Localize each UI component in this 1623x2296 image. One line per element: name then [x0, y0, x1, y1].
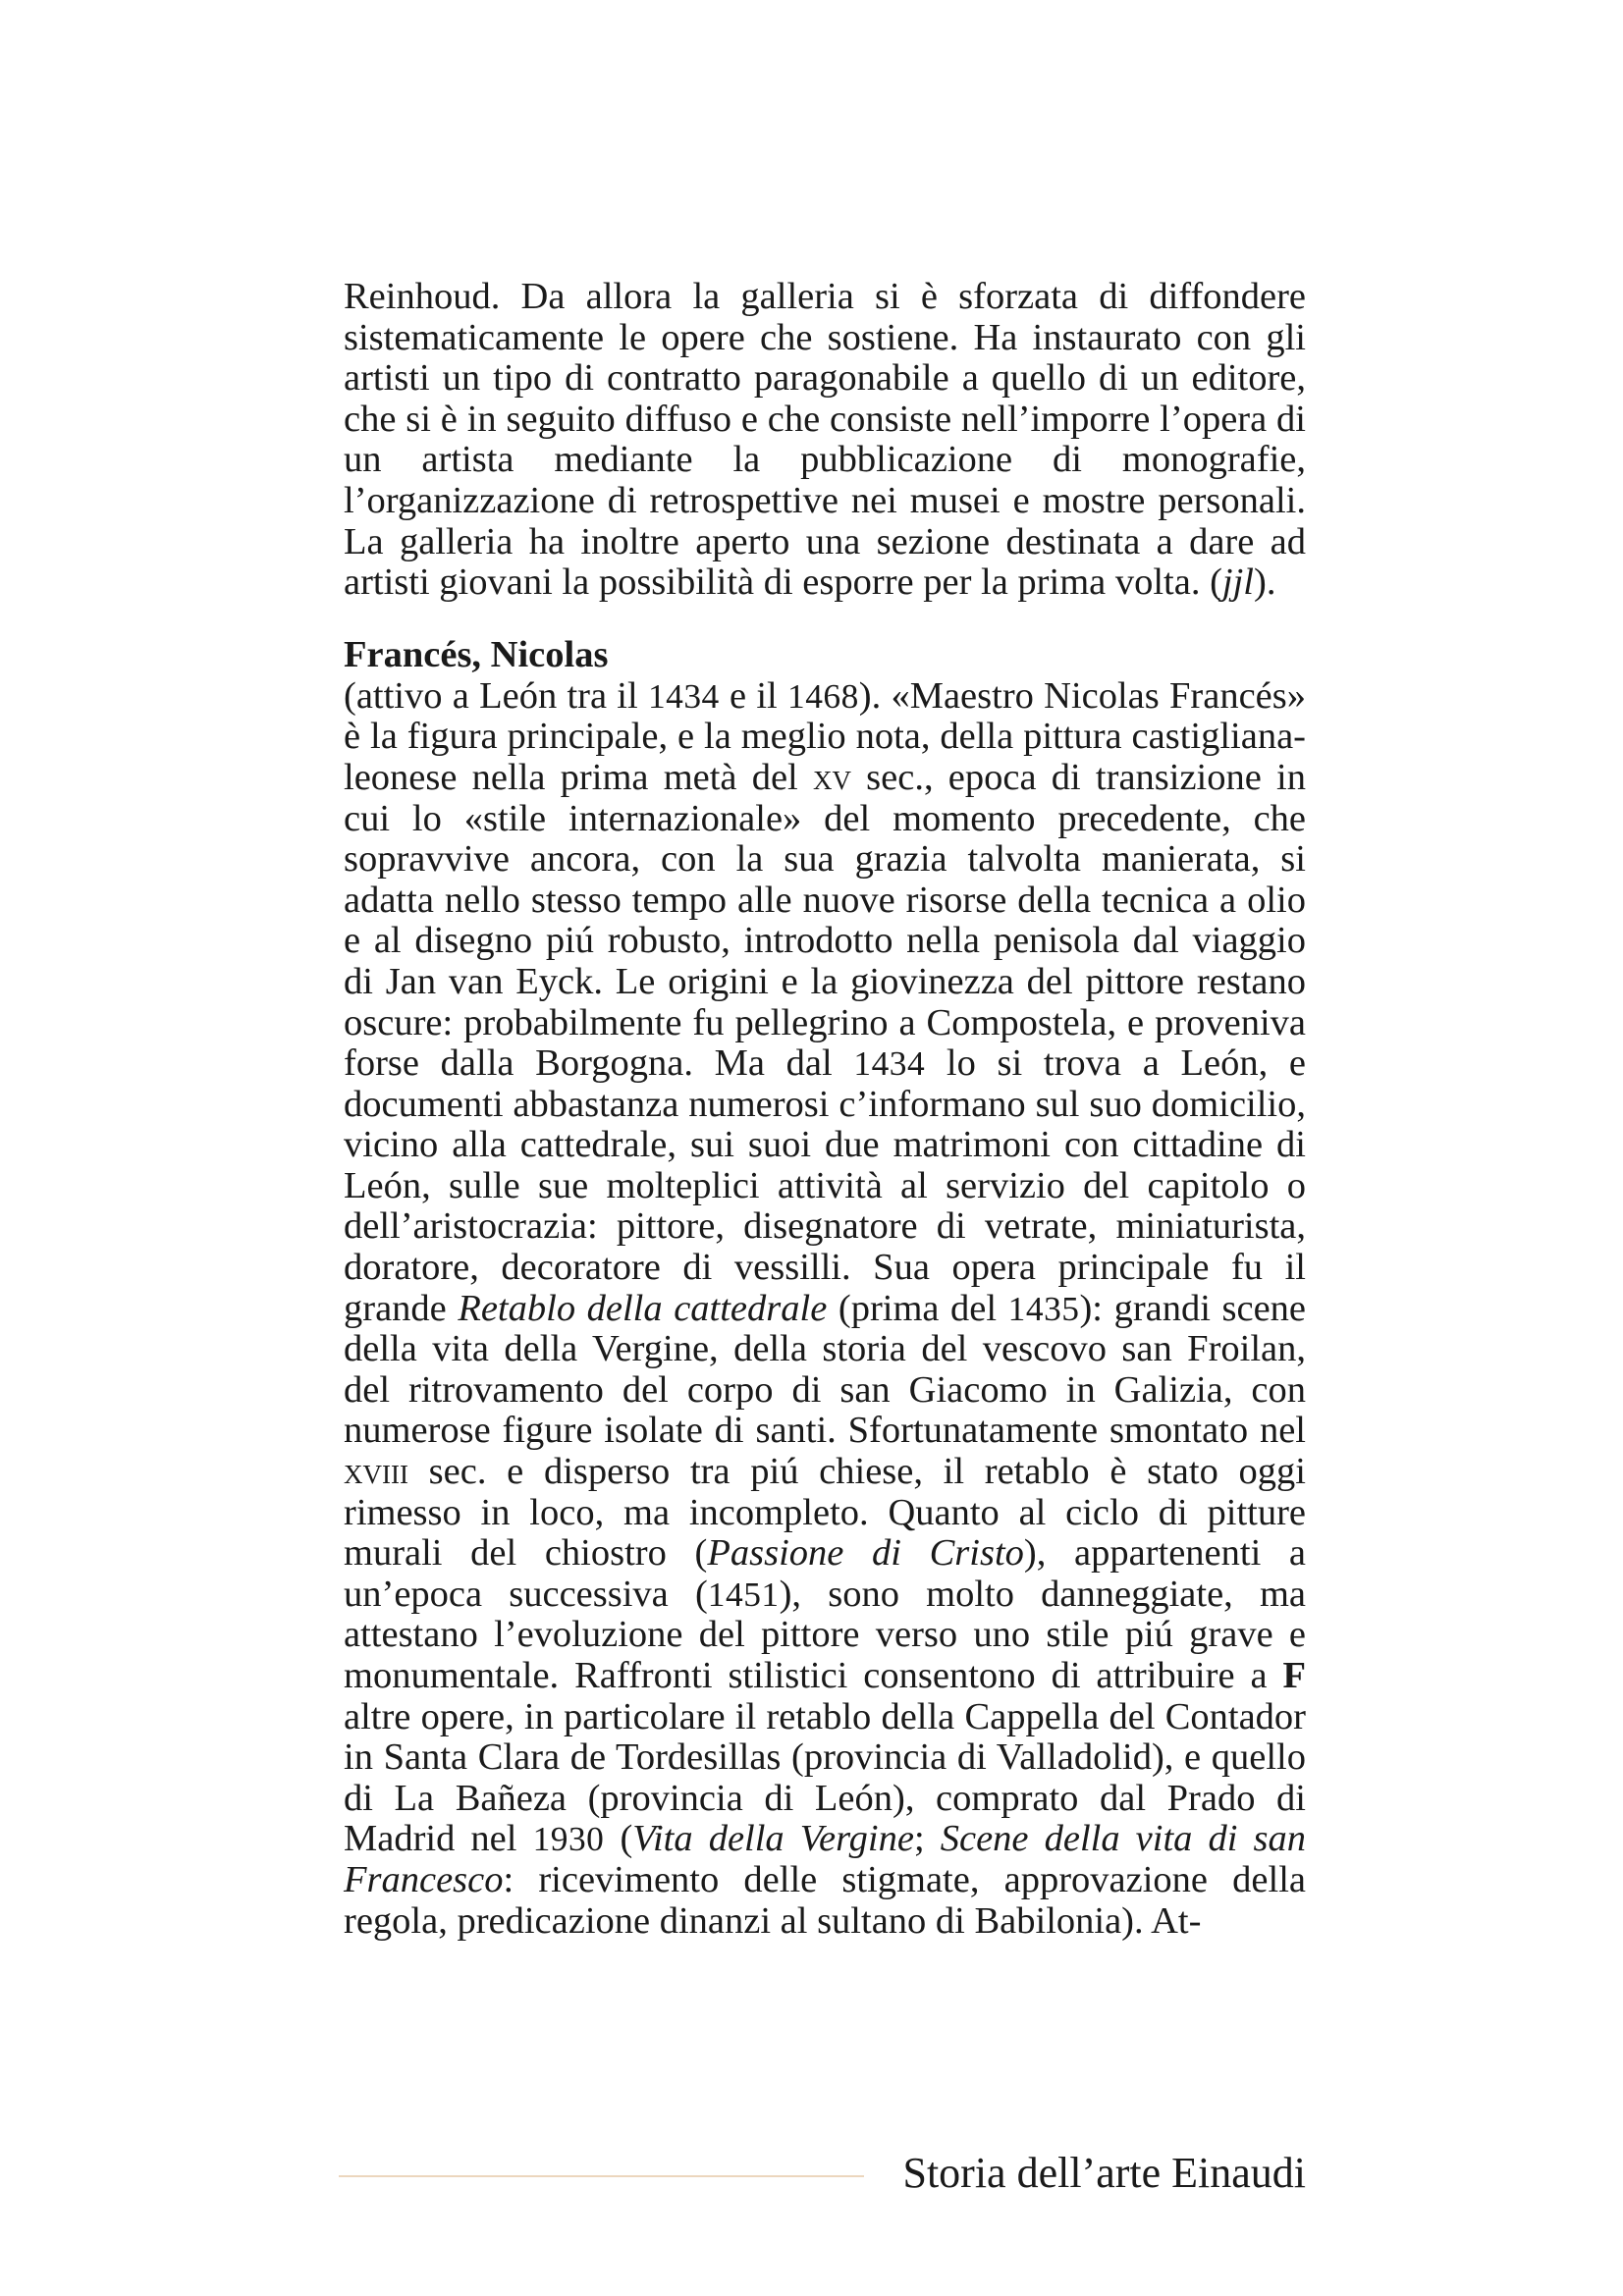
footer-publication-title: Storia dell’arte Einaudi [902, 2149, 1306, 2197]
century-numeral: xv [812, 756, 851, 798]
body-text: (attivo a León tra il [344, 674, 648, 717]
year: 1451 [707, 1574, 780, 1614]
year: 1434 [647, 675, 720, 716]
body-text: ), sono molto danneggiate, ma attestano l’evoluzione del pittore verso uno stile piú grave e monumentale. Raffronti stilistici consentono di attribuire a [344, 1573, 1306, 1696]
footer-rule [339, 2175, 864, 2177]
entry-heading: Francés, Nicolas [344, 633, 609, 675]
work-title: Retablo della cattedrale [458, 1287, 828, 1329]
subject-abbreviation: F [1282, 1655, 1306, 1696]
work-title: Passione di Cristo [707, 1532, 1024, 1575]
work-title: Vita della Vergine [632, 1818, 914, 1860]
year: 1434 [853, 1043, 926, 1084]
body-text: altre opere, in particolare il retablo della Cappella del Contador in Santa Clara de Tordesillas (provincia di Valladolid), e quello di La Bañeza (provincia di León), comprato dal Prado di Madrid nel [344, 1695, 1306, 1860]
body-text: ( [604, 1818, 633, 1860]
body-text: sec. e disperso tra piú chiese, il retablo è stato oggi rimesso in loco, ma incompleto. Quanto al ciclo di pitture murali del chiostro ( [344, 1451, 1306, 1575]
century-numeral: xviii [344, 1451, 408, 1493]
body-text: : ricevimento delle stigmate, approvazione della regola, predicazione dinanzi al sultano di Babilonia). At- [344, 1858, 1306, 1942]
body-text: lo si trova a León, e documenti abbastanza numerosi c’informano sul suo domicilio, vicino alla cattedrale, sui suoi due matrimoni con cittadine di León, sulle sue molteplici attività al servizio del capitolo o dell’aristocrazia: pittore, disegnatore di vetrate, miniaturista, doratore, decoratore di vessilli. Sua opera principale fu il grande [344, 1042, 1307, 1329]
body-text: sec., epoca di transizione in cui lo «stile internazionale» del momento precedente, che sopravvive ancora, con la sua grazia talvolta manierata, si adatta nello stesso tempo alle nuove risorse della tecnica a olio e al disegno piú robusto, introdotto nella penisola dal viaggio di Jan van Eyck. Le origini e la giovinezza del pittore restano oscure: probabilmente fu pellegrino a Compostela, e proveniva forse dalla Borgogna. Ma dal [344, 756, 1306, 1085]
entry-body [344, 676, 1306, 1942]
body-text: ), appartenenti a un’epoca successiva ( [344, 1532, 1307, 1615]
body-text: (prima del [827, 1287, 1008, 1329]
year: 1468 [786, 675, 859, 716]
body-text: ). «Maestro Nicolas Francés» è la figura principale, e la meglio nota, della pittura castigliana-leonese nella prima metà del [344, 674, 1306, 798]
body-text: e il [719, 674, 787, 717]
previous-entry-paragraph [344, 277, 1306, 604]
previous-entry-text: Reinhoud. Da allora la galleria si è sforzata di diffondere sistematicamente le opere che sostiene. Ha instaurato con gli artisti un tipo di contratto paragonabile a quello di un editore, che si è in seguito diffuso e che consiste nell’imporre l’opera di un artista mediante la pubblicazione di monografie, l’organizzazione di retrospettive nei musei e mostre personali. La galleria ha inoltre aperto una sezione destinata a dare ad artisti giovani la possibilità di esporre per la prima volta. ( [344, 276, 1306, 604]
text-column [344, 277, 1306, 1942]
body-text: ): grandi scene della vita della Vergine, della storia del vescovo san Froilan, del ritrovamento del corpo di san Giacomo in Galizia, con numerose figure isolate di santi. Sfortunatamente smontato nel [344, 1287, 1306, 1452]
year: 1435 [1007, 1288, 1080, 1328]
author-initials: jjl [1221, 561, 1254, 604]
body-text: ; [913, 1818, 941, 1860]
work-title: Scene della vita di san Francesco [344, 1818, 1307, 1900]
previous-entry-text-end: ). [1254, 561, 1276, 604]
year: 1930 [532, 1819, 605, 1859]
